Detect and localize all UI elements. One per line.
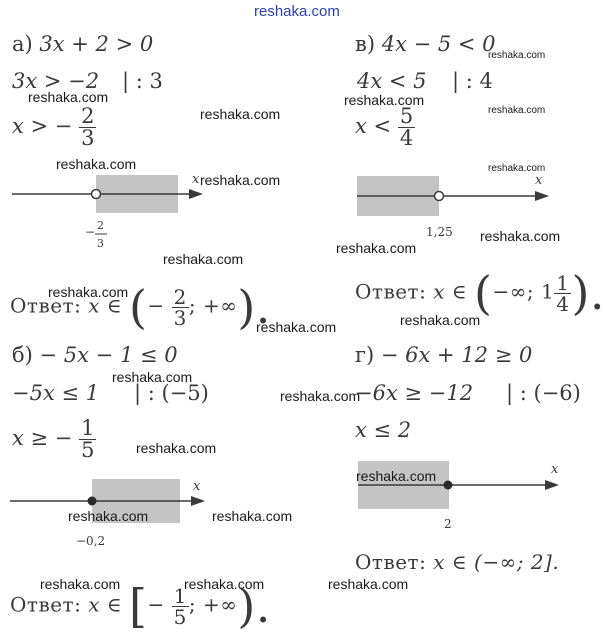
- part-g-label: г): [355, 343, 375, 367]
- watermark[interactable]: reshaka.com: [200, 106, 281, 122]
- part-b-axis-var: x: [193, 479, 201, 494]
- part-b-label: б): [12, 343, 33, 367]
- part-g-result: x ≤ 2: [355, 418, 412, 442]
- part-g-arrow-icon: [545, 480, 559, 490]
- part-a-open-point: [92, 190, 101, 199]
- header-watermark[interactable]: reshaka.com: [254, 3, 340, 20]
- part-a-answer-minus: −: [147, 293, 165, 318]
- part-v-answer-x: x ∈: [433, 279, 468, 304]
- part-a-answer-open: (: [129, 280, 148, 334]
- part-g-point-label: 2: [444, 517, 452, 531]
- watermark[interactable]: reshaka.com: [480, 228, 561, 244]
- part-v-inequality: 4x − 5 < 0: [381, 32, 496, 56]
- watermark[interactable]: reshaka.com: [212, 508, 293, 524]
- part-a-inequality: 3x + 2 > 0: [39, 32, 154, 56]
- watermark[interactable]: reshaka.com: [163, 251, 244, 267]
- part-v-answer-fraction: [554, 270, 571, 316]
- part-a-label: а): [12, 32, 33, 56]
- part-b-answer-x: x ∈: [88, 592, 123, 617]
- part-b-inequality: − 5x − 1 ≤ 0: [39, 343, 178, 367]
- part-v-fraction-den: 4: [399, 126, 414, 150]
- watermark[interactable]: reshaka.com: [40, 576, 121, 592]
- part-v-result-lhs: x <: [355, 114, 392, 138]
- watermark[interactable]: reshaka.com: [112, 369, 193, 385]
- part-v-result: [355, 106, 415, 149]
- part-g-closed-point: [444, 481, 453, 490]
- watermark[interactable]: reshaka.com: [184, 576, 265, 592]
- part-a-axis-var: x: [192, 172, 200, 187]
- part-a-point-sign: −: [85, 225, 96, 239]
- part-b-point-label: −0,2: [76, 534, 106, 548]
- part-a-point-den: 3: [97, 237, 104, 250]
- part-b-answer-close: ).: [237, 579, 271, 633]
- watermark[interactable]: reshaka.com: [400, 312, 481, 328]
- part-g-answer-text: x ∈ (−∞; 2].: [433, 550, 560, 574]
- part-v-label: в): [355, 32, 376, 56]
- part-v-answer-label: Ответ:: [355, 279, 427, 304]
- part-a-divider: | : 3: [122, 69, 163, 93]
- part-v-problem: [355, 32, 496, 56]
- watermark[interactable]: reshaka.com: [356, 468, 437, 484]
- part-g-number-line: [340, 455, 601, 535]
- watermark[interactable]: reshaka.com: [56, 156, 137, 172]
- part-a-fraction-num: 2: [81, 104, 95, 128]
- part-v-answer-den: 4: [556, 291, 570, 316]
- part-v-divider: | : 4: [452, 69, 493, 93]
- part-a-arrow-icon: [189, 189, 203, 199]
- part-b-problem: [12, 343, 178, 367]
- part-v-number-line: [340, 168, 601, 248]
- part-g-answer: [355, 550, 559, 574]
- part-b-answer-den: 5: [173, 604, 187, 629]
- part-v-point-label: 1,25: [426, 225, 453, 239]
- watermark[interactable]: reshaka.com: [200, 172, 281, 188]
- part-v-answer-open: (: [474, 266, 493, 320]
- part-b-answer-minus: −: [147, 592, 165, 617]
- part-b-result-lhs: x ≥ −: [12, 426, 73, 450]
- watermark[interactable]: reshaka.com: [328, 576, 409, 592]
- part-v-open-point: [435, 192, 444, 201]
- part-b-arrow-icon: [191, 496, 205, 506]
- part-b-result: [12, 418, 96, 461]
- part-g-inequality: − 6x + 12 ≥ 0: [380, 343, 533, 367]
- watermark[interactable]: reshaka.com: [68, 508, 149, 524]
- part-b-answer-num: 1: [173, 583, 187, 608]
- watermark[interactable]: reshaka.com: [28, 89, 109, 105]
- part-a-answer-x: x ∈: [88, 293, 123, 318]
- part-v-arrow-icon: [535, 191, 549, 201]
- part-a-answer-num: 2: [173, 284, 187, 309]
- part-a-answer-tail: ; +∞: [188, 293, 238, 318]
- part-g-answer-label: Ответ:: [355, 550, 427, 574]
- part-v-answer-close: ).: [571, 266, 605, 320]
- part-b-fraction-den: 5: [81, 438, 95, 462]
- part-a-step1: 3x > −2: [12, 69, 100, 93]
- part-b-fraction-num: 1: [81, 416, 95, 440]
- watermark[interactable]: reshaka.com: [280, 388, 361, 404]
- part-b-step1: −5x ≤ 1: [12, 381, 100, 405]
- part-a-answer-label: Ответ:: [10, 293, 82, 318]
- watermark-small[interactable]: reshaka.com: [488, 105, 546, 116]
- part-b-answer-open: [: [129, 579, 148, 633]
- part-v-step1: 4x < 5: [357, 69, 427, 93]
- watermark[interactable]: reshaka.com: [336, 240, 417, 256]
- part-a-answer-close: ).: [237, 280, 271, 334]
- part-a-fraction: [79, 106, 96, 149]
- part-v-axis-var: x: [535, 173, 543, 188]
- watermark[interactable]: reshaka.com: [136, 440, 217, 456]
- part-g-problem: [355, 343, 532, 367]
- part-g-divider: | : (−6): [506, 381, 581, 405]
- watermark-small[interactable]: reshaka.com: [488, 163, 546, 174]
- watermark[interactable]: reshaka.com: [344, 92, 425, 108]
- part-b-answer-tail: ; +∞: [188, 592, 238, 617]
- part-v-answer-num: 1: [556, 270, 570, 295]
- part-a-problem: [12, 32, 153, 56]
- watermark-small[interactable]: reshaka.com: [488, 50, 546, 61]
- part-v-fraction-num: 5: [399, 104, 414, 128]
- part-g-step1: −6x ≥ −12: [355, 381, 474, 405]
- part-b-fraction: [79, 418, 96, 461]
- part-a-answer-fraction: [172, 284, 189, 330]
- watermark[interactable]: reshaka.com: [256, 319, 337, 335]
- part-a-answer-den: 3: [173, 305, 187, 330]
- watermark[interactable]: reshaka.com: [48, 284, 129, 300]
- part-b-divider: | : (−5): [134, 381, 209, 405]
- part-g-axis-var: x: [551, 462, 559, 477]
- part-v-answer-head: −∞;: [492, 279, 535, 304]
- part-a-point-num: 2: [97, 219, 104, 232]
- part-v-answer-int: 1: [541, 279, 555, 304]
- part-a-fraction-den: 3: [81, 126, 95, 150]
- part-v-fraction: [398, 106, 415, 149]
- part-a-result-lhs: x > −: [12, 114, 73, 138]
- part-a-result: [12, 106, 96, 149]
- part-b-answer-label: Ответ:: [10, 592, 82, 617]
- part-a-number-line: [0, 165, 230, 265]
- part-b-closed-point: [88, 497, 97, 506]
